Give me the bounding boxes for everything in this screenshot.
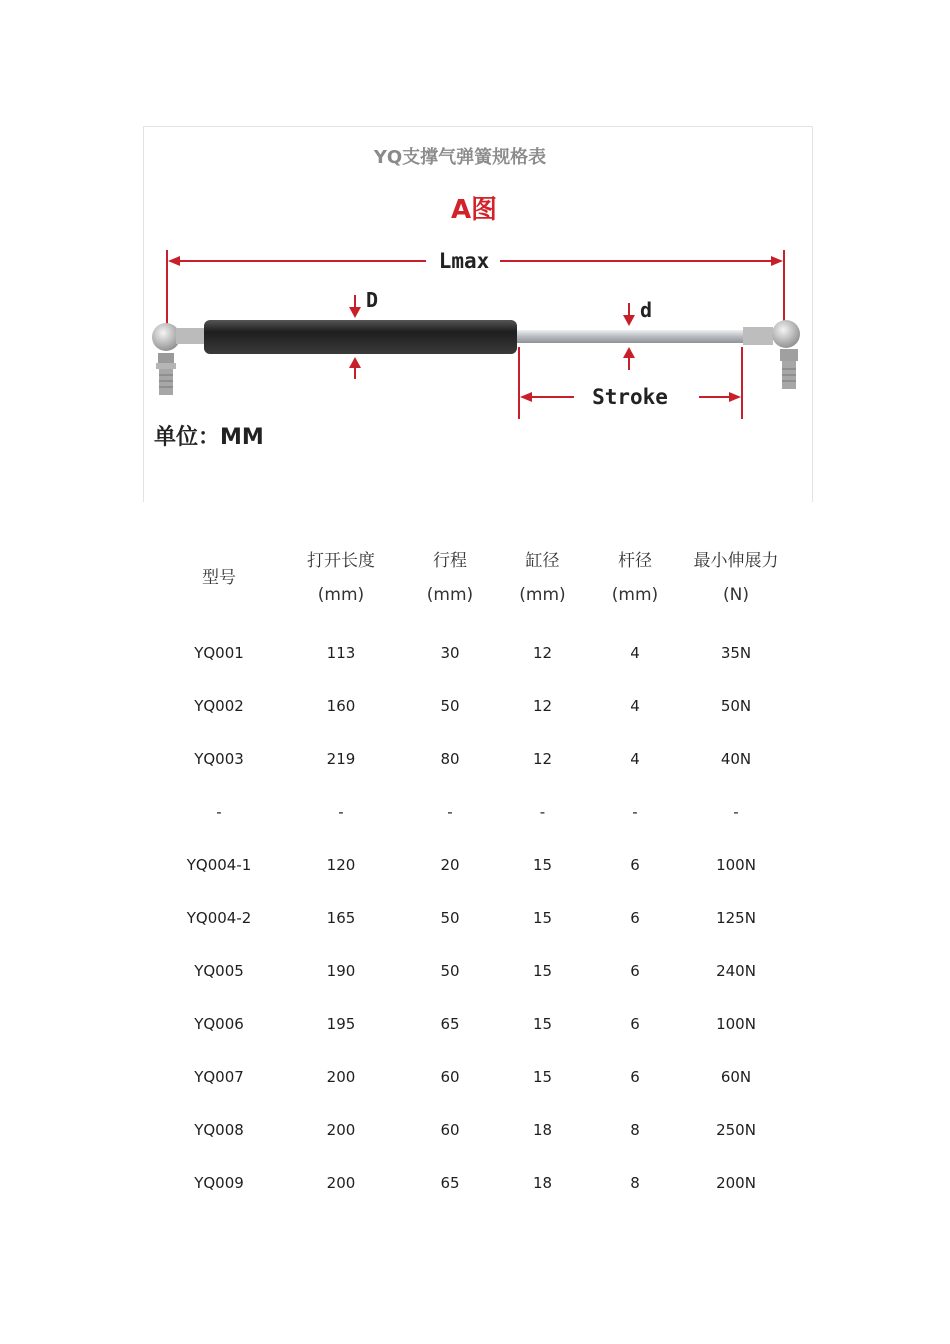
cell-stroke: 50 [440, 961, 460, 980]
diagram-title: YQ支撑气弹簧规格表 [373, 147, 547, 168]
cell-model: - [216, 802, 222, 821]
table-row [160, 1050, 800, 1103]
cell-cylinder-diameter: 15 [532, 855, 553, 874]
cell-stroke: 60 [440, 1120, 460, 1139]
right-ball-joint [743, 320, 800, 389]
cell-stroke: 50 [440, 696, 460, 715]
cell-rod-diameter: 8 [630, 1120, 640, 1139]
cell-rod-diameter: 4 [630, 643, 640, 662]
cell-open-length: 190 [326, 961, 356, 980]
cell-cylinder-diameter: 15 [532, 1067, 553, 1086]
cell-min-force: 250N [716, 1120, 756, 1139]
piston-rod [517, 330, 745, 343]
header-open-length: 打开长度 (mm) [307, 551, 375, 605]
header-min-force: 最小伸展力 (N) [693, 551, 779, 605]
cell-open-length: 219 [326, 749, 356, 768]
cell-rod-diameter: 4 [630, 696, 640, 715]
cell-model: YQ009 [194, 1173, 244, 1192]
cell-stroke: 65 [440, 1173, 460, 1192]
cell-rod-diameter: - [632, 802, 638, 821]
cell-model: YQ003 [194, 749, 244, 768]
cell-open-length: - [338, 802, 344, 821]
rod-diameter-label: d [640, 298, 653, 322]
cell-min-force: 240N [716, 961, 756, 980]
spec-table [160, 530, 800, 1209]
cell-rod-diameter: 6 [630, 961, 640, 980]
cell-open-length: 200 [326, 1067, 356, 1086]
table-row [160, 891, 800, 944]
cell-model: YQ004-2 [186, 908, 252, 927]
left-ball-joint [152, 323, 206, 395]
header-rod-diameter: 杆径 (mm) [611, 551, 659, 605]
stroke-label: Stroke [592, 385, 668, 409]
cell-open-length: 165 [326, 908, 356, 927]
cell-cylinder-diameter: 15 [532, 961, 553, 980]
cylinder-body [204, 320, 517, 354]
cell-model: YQ007 [194, 1067, 244, 1086]
table-row [160, 679, 800, 732]
cell-min-force: 35N [720, 643, 752, 662]
cell-stroke: 50 [440, 908, 460, 927]
cell-stroke: 80 [440, 749, 460, 768]
table-row [160, 1103, 800, 1156]
cell-stroke: 65 [440, 1014, 460, 1033]
cell-cylinder-diameter: 15 [532, 1014, 553, 1033]
header-cylinder-diameter: 缸径 (mm) [519, 551, 566, 605]
cell-min-force: 40N [720, 749, 752, 768]
unit-label: 单位：MM [154, 425, 264, 450]
cell-rod-diameter: 6 [630, 1014, 640, 1033]
lmax-dimension [167, 249, 784, 327]
cell-model: YQ005 [194, 961, 244, 980]
figure-label: A图 [450, 195, 498, 225]
cell-open-length: 195 [326, 1014, 356, 1033]
cell-model: YQ001 [194, 643, 244, 662]
table-row [160, 785, 800, 838]
cell-model: YQ004-1 [186, 855, 252, 874]
body-diameter-label: D [366, 288, 379, 312]
cell-min-force: 125N [716, 908, 756, 927]
table-row [160, 626, 800, 679]
cell-open-length: 113 [326, 643, 356, 662]
gas-spring-diagram [143, 126, 813, 502]
cell-cylinder-diameter: - [539, 802, 546, 821]
table-row [160, 944, 800, 997]
cell-open-length: 160 [326, 696, 356, 715]
lmax-label: Lmax [438, 249, 490, 273]
cell-cylinder-diameter: 18 [532, 1173, 553, 1192]
cell-min-force: 100N [716, 855, 756, 874]
cell-stroke: 20 [440, 855, 460, 874]
cell-open-length: 200 [326, 1173, 356, 1192]
cell-rod-diameter: 6 [630, 855, 640, 874]
cell-cylinder-diameter: 15 [532, 908, 553, 927]
cell-rod-diameter: 8 [630, 1173, 640, 1192]
cell-model: YQ008 [194, 1120, 244, 1139]
cell-rod-diameter: 4 [630, 749, 640, 768]
gas-spring-drawing [144, 127, 812, 502]
header-stroke: 行程 (mm) [426, 551, 474, 605]
table-row [160, 732, 800, 785]
header-model: 型号 [202, 568, 236, 588]
cell-cylinder-diameter: 12 [532, 643, 553, 662]
cell-min-force: 100N [716, 1014, 756, 1033]
table-header-row [160, 530, 800, 626]
cell-cylinder-diameter: 12 [532, 749, 553, 768]
cell-rod-diameter: 6 [630, 908, 640, 927]
table-row [160, 1156, 800, 1209]
cell-stroke: 60 [440, 1067, 460, 1086]
cell-min-force: - [733, 802, 739, 821]
cell-stroke: - [447, 802, 453, 821]
cell-open-length: 120 [326, 855, 356, 874]
cell-min-force: 50N [720, 696, 752, 715]
cell-cylinder-diameter: 12 [532, 696, 553, 715]
cell-cylinder-diameter: 18 [532, 1120, 553, 1139]
cell-open-length: 200 [326, 1120, 356, 1139]
table-row [160, 838, 800, 891]
cell-model: YQ006 [194, 1014, 244, 1033]
cell-stroke: 30 [440, 643, 460, 662]
table-row [160, 997, 800, 1050]
cell-min-force: 60N [720, 1067, 752, 1086]
cell-min-force: 200N [716, 1173, 756, 1192]
cell-model: YQ002 [194, 696, 244, 715]
cell-rod-diameter: 6 [630, 1067, 640, 1086]
